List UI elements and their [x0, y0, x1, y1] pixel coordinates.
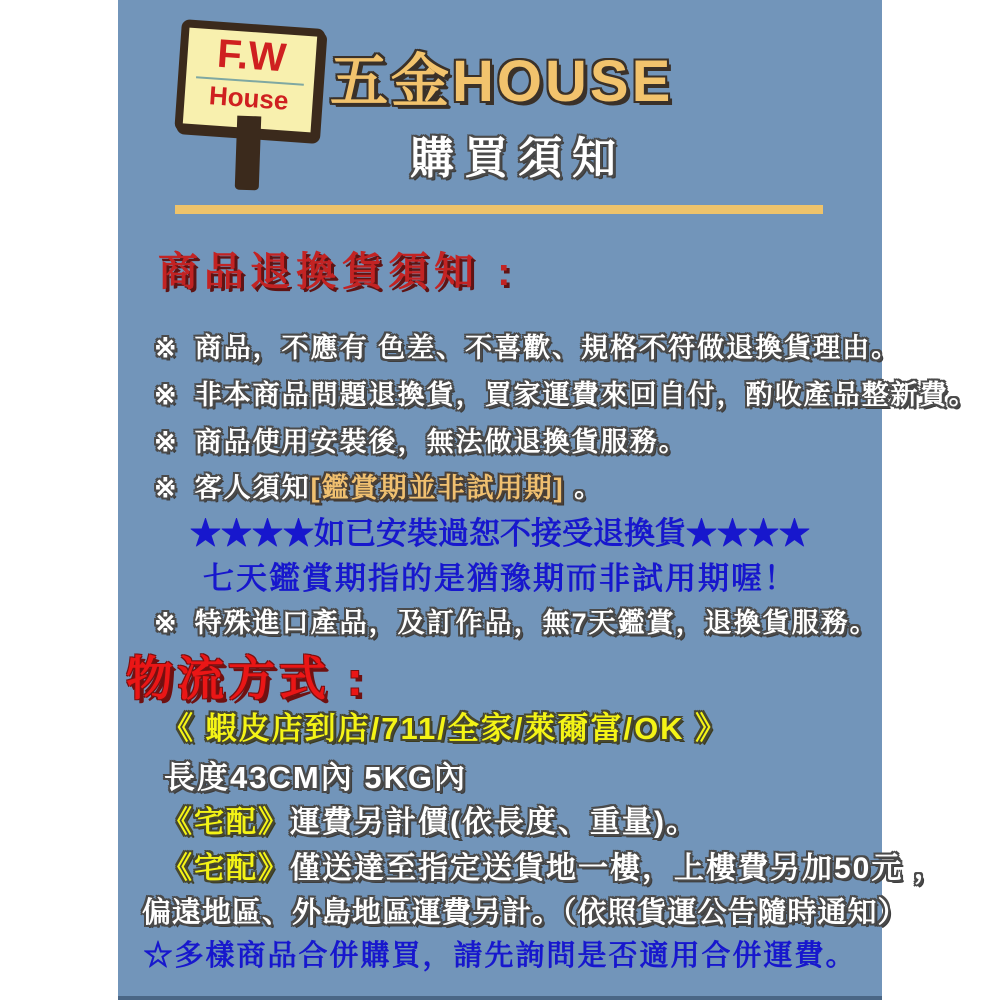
- sign-post: [235, 116, 262, 191]
- special-products-text: 特殊進口產品，及訂作品，無7天鑑賞，退換貨服務。: [194, 608, 879, 638]
- return-policy-heading: 商品退換貨須知 :: [158, 250, 517, 294]
- return-item-4: [154, 466, 603, 505]
- shipping-heading: 物流方式 :: [126, 652, 367, 705]
- reference-mark-icon: ※: [154, 380, 179, 410]
- appreciation-period-highlight: [鑑賞期並非試用期]: [310, 473, 565, 503]
- return-item-4-prefix: 客人須知: [194, 473, 311, 503]
- return-item-4-suffix: 。: [564, 473, 604, 503]
- return-item-3: [154, 420, 688, 459]
- home-delivery-tag: 《宅配》: [162, 852, 290, 885]
- appreciation-note-line: 七天鑑賞期指的是猶豫期而非試用期喔！: [203, 561, 797, 596]
- home-delivery-text-1: 運費另計價(依長度、重量)。: [290, 806, 698, 839]
- store-options-line: 《 蝦皮店到店/711/全家/萊爾富/OK 》: [162, 711, 729, 746]
- combine-shipping-note: ☆多樣商品合併購買，請先詢問是否適用合併運費。: [143, 940, 857, 972]
- return-item-1-text: 商品，不應有 色差、不喜歡、規格不符做退換貨理由。: [194, 333, 901, 363]
- logo-house-text: House: [208, 80, 290, 116]
- return-item-2-text: 非本商品問題退換貨，買家運費來回自付，酌收產品整新費。: [194, 380, 978, 410]
- installed-warning-line: ★★★★如已安裝過恕不接受退換貨★★★★: [190, 516, 810, 551]
- reference-mark-icon: ※: [154, 608, 179, 638]
- home-delivery-tag: 《宅配》: [162, 806, 290, 839]
- return-item-2: [154, 373, 978, 412]
- logo-fw-text: F.W: [215, 31, 288, 81]
- reference-mark-icon: ※: [154, 427, 179, 457]
- page-title: 五金HOUSE: [330, 49, 674, 114]
- home-delivery-line-1: [162, 797, 698, 841]
- reference-mark-icon: ※: [154, 333, 179, 363]
- reference-mark-icon: ※: [154, 473, 179, 503]
- special-products-line: [154, 601, 879, 640]
- home-delivery-text-2: 僅送達至指定送貨地一樓，上樓費另加50元 ，: [290, 852, 946, 885]
- page-subtitle: 購買須知: [410, 134, 626, 183]
- return-item-1: [154, 326, 900, 365]
- return-item-3-text: 商品使用安裝後，無法做退換貨服務。: [194, 427, 688, 457]
- remote-area-line: 偏遠地區、外島地區運費另計。（依照貨運公告隨時通知）: [142, 897, 908, 929]
- notice-panel: [118, 0, 978, 1000]
- size-limit-line: 長度43CM內 5KG內: [164, 760, 468, 795]
- header-divider: [175, 205, 823, 214]
- home-delivery-line-2: [162, 843, 946, 887]
